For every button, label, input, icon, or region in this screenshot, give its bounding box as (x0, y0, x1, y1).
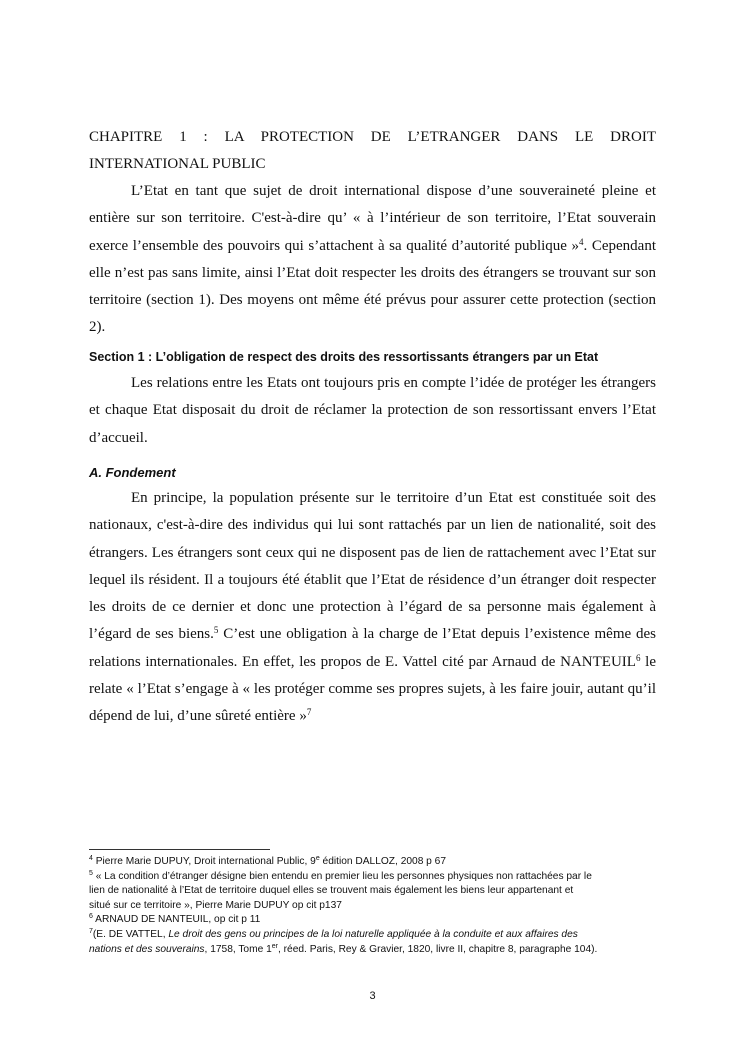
footnote-5-line-2: lien de nationalité à l’Etat de territoire duquel elles se trouvent mais également les biens leur appartenant et (89, 885, 574, 897)
fondement-text-2: C’est une obligation à la charge de l’Etat depuis l’existence même des relations internationales. En effet, les propos de E. Vattel cité par Arnaud de NANTEUIL (89, 626, 656, 670)
section-1-paragraph: Les relations entre les Etats ont toujours pris en compte l’idée de protéger les étrangers et chaque Etat disposait du droit de réclamer la protection de son ressortissant envers l’Etat d’accueil. (89, 375, 656, 446)
footnote-7-title-2: nations et des souverains (89, 943, 205, 955)
footnote-4-text: Pierre Marie DUPUY, Droit international Public, 9 (92, 856, 316, 867)
footnote-6-text: ARNAUD DE NANTEUIL, op cit p 11 (92, 914, 261, 926)
footnote-ref-5[interactable]: 5 (213, 625, 219, 636)
chapter-title (89, 124, 656, 179)
footnote-7-title-1: Le droit des gens ou principes de la loi naturelle appliquée à la conduite et aux affaires des (168, 928, 578, 940)
fondement-text-3: le relate « l’Etat s’engage à « les protéger comme ses propres sujets, à les faire jouir, autant qu’il dépend de lui, d’une sûreté entière » (89, 653, 657, 725)
chapter-title-line-1: CHAPITRE 1 : LA PROTECTION DE L’ETRANGER DANS LE DROIT (89, 129, 656, 145)
footnote-5 (89, 870, 659, 914)
subsection-a-heading: A. Fondement (89, 465, 176, 480)
footnote-7-number: 7 (89, 927, 93, 935)
intro-text-1: L’Etat en tant que sujet de droit international dispose d’une souveraineté pleine et entière sur son territoire. C'est-à-dire qu’ « à l’intérieur de son territoire, l’Etat souverain exerce l’ensemble des pouvoirs qui s’attachent à sa qualité d’autorité publique » (89, 183, 656, 254)
footnote-7-end: , réed. Paris, Rey & Gravier, 1820, livre II, chapitre 8, paragraphe 104). (277, 943, 598, 955)
footnote-7-open: (E. DE VATTEL, (92, 928, 169, 940)
footnote-4-text-end: édition DALLOZ, 2008 p 67 (319, 856, 447, 867)
section-1-heading: Section 1 : L’obligation de respect des droits des ressortissants étrangers par un Etat (89, 350, 599, 364)
subsection-a-paragraph (89, 485, 656, 731)
footnote-4-superscript: e (315, 855, 320, 862)
footnote-5-line-3: situé sur ce territoire », Pierre Marie DUPUY op cit p137 (89, 899, 342, 911)
footnote-separator (89, 849, 270, 850)
footnotes (89, 855, 659, 957)
footnote-ref-6[interactable]: 6 (635, 652, 641, 663)
footnote-4 (89, 855, 659, 870)
footnote-ref-7[interactable]: 7 (306, 707, 312, 718)
footnote-6 (89, 913, 659, 928)
fondement-text-1: En principe, la population présente sur le territoire d’un Etat est constituée soit des nationaux, c'est-à-dire des individus qui lui sont rattachés par un lien de nationalité, soit des étrangers. Les étrangers sont ceux qui ne disposent pas de lien de rattachement avec l’Etat sur lequel ils résident. Il a toujours été établit que l’Etat de résidence d’un étranger doit respecter les droits de ce dernier et donc une protection à l’égard de sa personne mais également à l’égard de ses biens. (89, 490, 656, 643)
footnote-7 (89, 928, 659, 957)
intro-paragraph (89, 178, 656, 342)
intro-text-2: . Cependant elle n’est pas sans limite, ainsi l’Etat doit respecter les droits des étrangers se trouvant sur son territoire (section 1). Des moyens ont même été prévus pour assurer cette protection (section 2). (89, 237, 656, 336)
footnote-6-number: 6 (89, 913, 93, 921)
footnote-7-mid: , 1758, Tome 1 (204, 943, 272, 955)
footnote-4-number: 4 (89, 855, 93, 862)
footnote-ref-4[interactable]: 4 (579, 236, 584, 247)
chapter-title-line-2: INTERNATIONAL PUBLIC (89, 156, 266, 173)
footnote-7-superscript: er (271, 942, 278, 950)
footnote-5-number: 5 (89, 869, 93, 877)
page-number: 3 (369, 990, 376, 1002)
footnote-5-line-1: « La condition d’étranger désigne bien entendu en premier lieu les personnes physiques non rattachées par le (92, 870, 592, 882)
